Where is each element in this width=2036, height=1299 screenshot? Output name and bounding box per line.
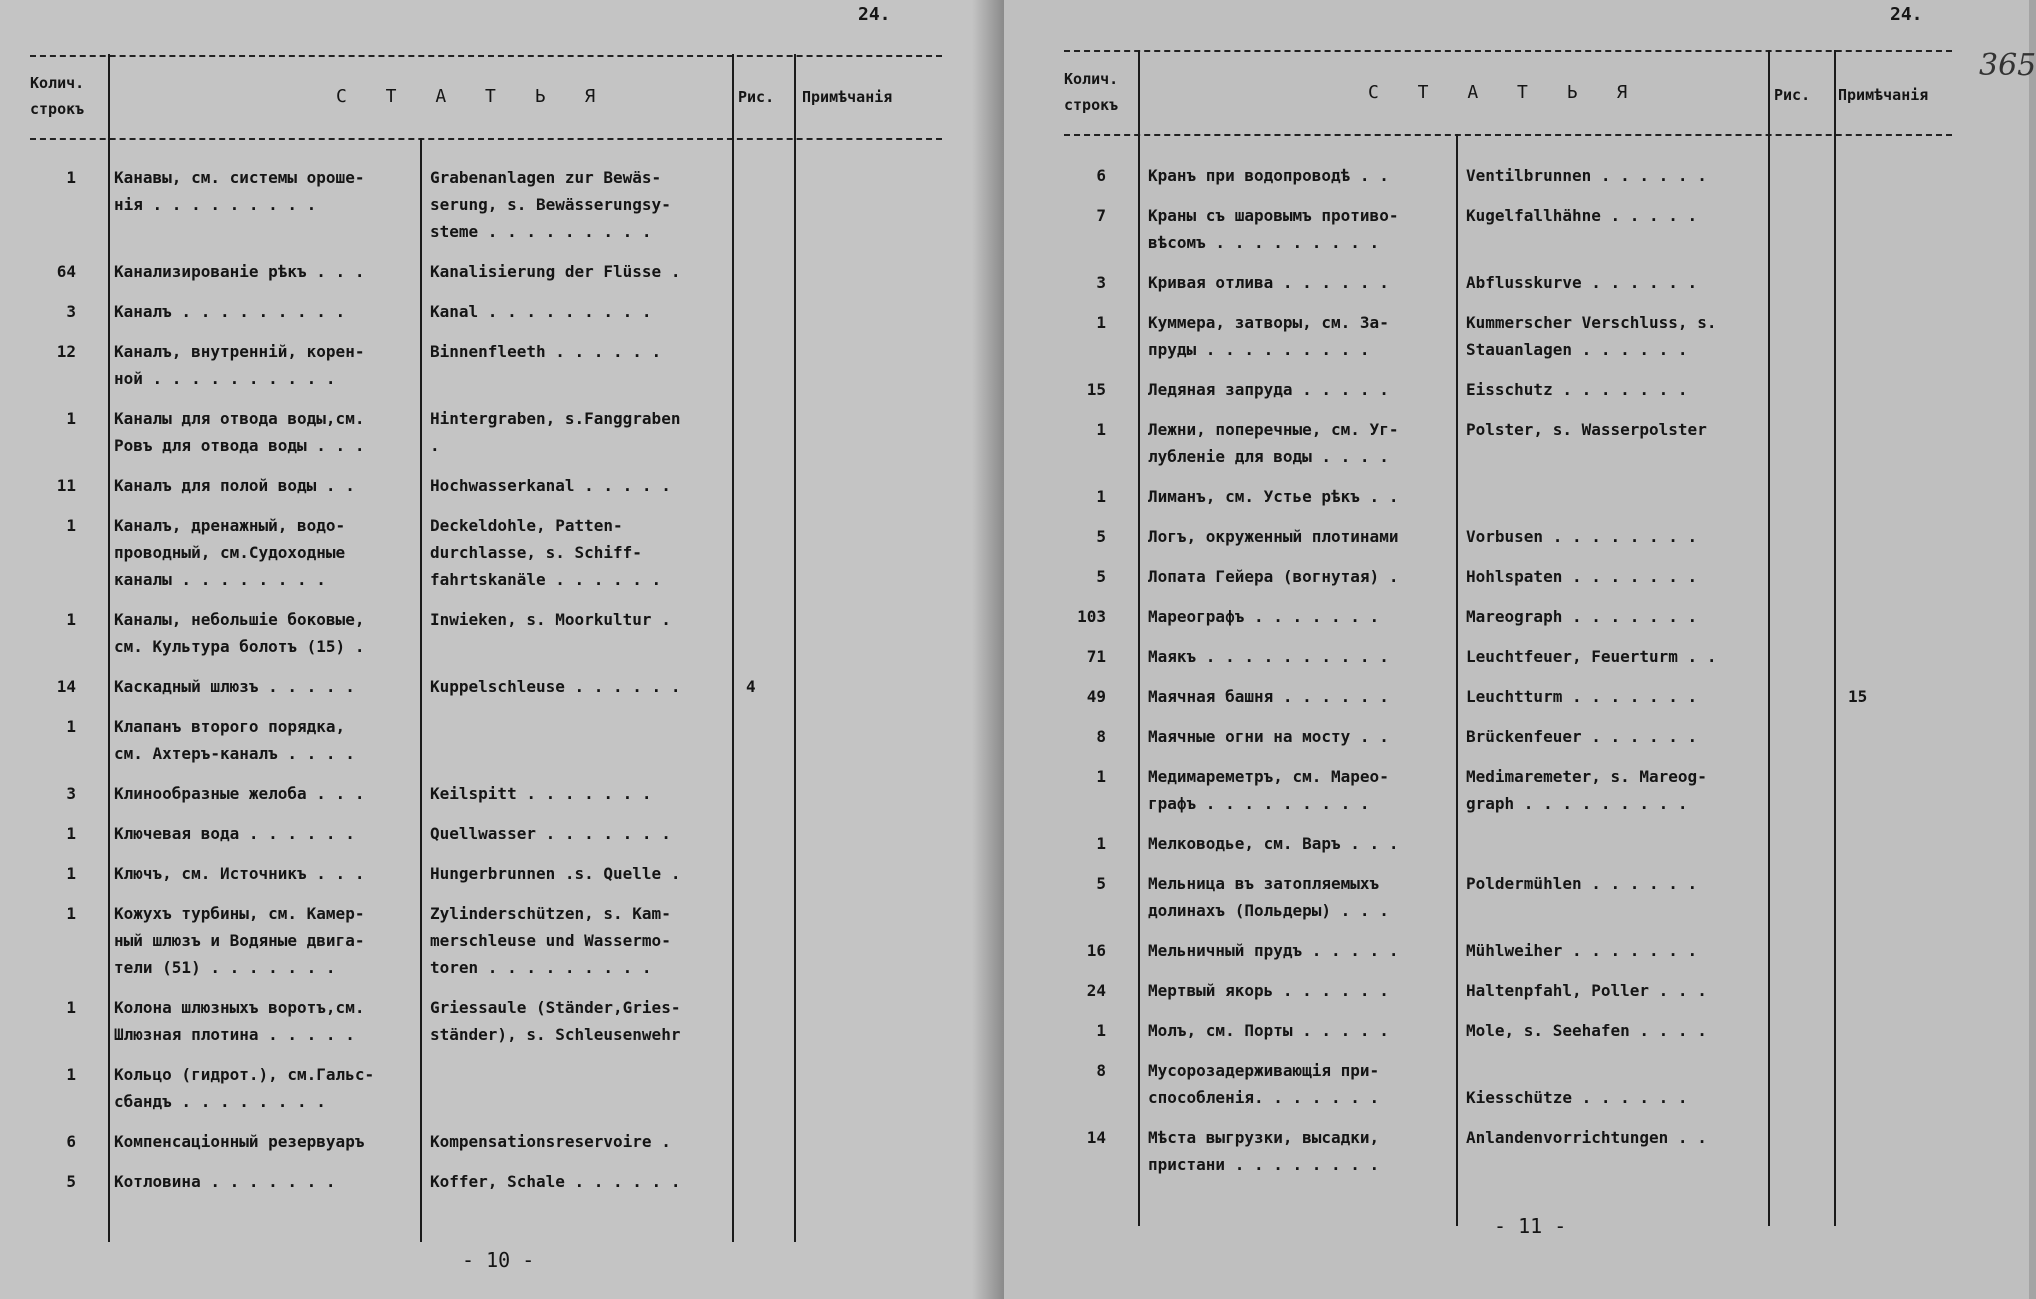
article-de-cell: Mole, s. Seehafen . . . . <box>1466 1021 1707 1040</box>
handwritten-archive-number: 365 <box>1979 48 2036 83</box>
article-de-cell: Polster, s. Wasserpolster <box>1466 420 1707 439</box>
article-ru-cell: Маячная башня . . . . . . <box>1148 687 1389 706</box>
page-bottom-number: - 11 - <box>1494 1214 1567 1238</box>
quantity-cell: 12 <box>56 342 76 361</box>
article-ru-cell: Каналъ . . . . . . . . . <box>114 302 346 321</box>
article-ru-cell: Компенсаціонный резервуаръ <box>114 1132 365 1151</box>
article-de-cell: Kanal . . . . . . . . . <box>430 302 652 321</box>
column-divider <box>1834 50 1836 1226</box>
column-divider <box>420 138 422 1242</box>
quantity-cell: 1 <box>1096 1021 1106 1040</box>
article-de-cell: Leuchtturm . . . . . . . <box>1466 687 1698 706</box>
article-de-cell: Griessaule (Ständer,Gries- ständer), s. Schleusenwehr <box>430 998 681 1044</box>
article-ru-cell: Лопата Гейера (вогнутая) . <box>1148 567 1399 586</box>
article-ru-cell: Клапанъ второго порядка, см. Ахтеръ-каналъ . . . . <box>114 717 355 763</box>
article-de-cell: Vorbusen . . . . . . . . <box>1466 527 1698 546</box>
article-ru-cell: Каналы, небольшіе боковые, см. Культура болотъ (15) . <box>114 610 365 656</box>
article-de-cell: Deckeldohle, Patten- durchlasse, s. Schiff- fahrtskanäle . . . . . . <box>430 516 662 589</box>
quantity-cell: 1 <box>1096 767 1106 786</box>
article-de-cell: Brückenfeuer . . . . . . <box>1466 727 1698 746</box>
article-ru-cell: Мелководье, см. Варъ . . . <box>1148 834 1399 853</box>
header-rule-bottom <box>30 138 942 140</box>
header-fig: Рис. <box>738 88 775 106</box>
header-rule-top <box>30 55 942 57</box>
article-ru-cell: Канализированіе рѣкъ . . . <box>114 262 365 281</box>
article-ru-cell: Мельничный прудъ . . . . . <box>1148 941 1399 960</box>
article-ru-cell: Мареографъ . . . . . . . <box>1148 607 1380 626</box>
quantity-cell: 1 <box>66 717 76 736</box>
quantity-cell: 15 <box>1086 380 1106 399</box>
header-notes: Примѣчанія <box>802 88 893 106</box>
article-ru-cell: Канавы, см. системы ороше- нія . . . . . . . . . <box>114 168 365 214</box>
quantity-cell: 1 <box>66 904 76 923</box>
quantity-cell: 7 <box>1096 206 1106 225</box>
article-ru-cell: Молъ, см. Порты . . . . . <box>1148 1021 1389 1040</box>
quantity-cell: 71 <box>1086 647 1106 666</box>
column-divider <box>1138 50 1140 1226</box>
quantity-cell: 1 <box>1096 420 1106 439</box>
note-cell: 15 <box>1848 687 1868 706</box>
quantity-cell: 1 <box>1096 834 1106 853</box>
article-ru-cell: Лиманъ, см. Устье рѣкъ . . <box>1148 487 1399 506</box>
article-ru-cell: Краны съ шаровымъ противо- вѣсомъ . . . . . . . . . <box>1148 206 1399 252</box>
article-ru-cell: Каналъ, дренажный, водо- проводный, см.Судоходные каналы . . . . . . . . <box>114 516 346 589</box>
quantity-cell: 1 <box>1096 487 1106 506</box>
article-de-cell: Hungerbrunnen .s. Quelle . <box>430 864 681 883</box>
article-de-cell: Zylinderschützen, s. Kam- merschleuse und Wassermo- toren . . . . . . . . . <box>430 904 671 977</box>
quantity-cell: 14 <box>56 677 76 696</box>
quantity-cell: 1 <box>66 864 76 883</box>
column-divider <box>1456 134 1458 1226</box>
header-article: С Т А Т Ь Я <box>1368 82 1642 103</box>
article-ru-cell: Котловина . . . . . . . <box>114 1172 336 1191</box>
article-de-cell: Kuppelschleuse . . . . . . <box>430 677 681 696</box>
column-divider <box>794 54 796 1242</box>
header-qty: Колич. строкъ <box>30 74 85 118</box>
article-de-cell: Mareograph . . . . . . . <box>1466 607 1698 626</box>
article-ru-cell: Каналы для отвода воды,см. Ровъ для отвода воды . . . <box>114 409 365 455</box>
quantity-cell: 1 <box>66 998 76 1017</box>
quantity-cell: 5 <box>66 1172 76 1191</box>
header-rule-top <box>1064 50 1952 52</box>
column-divider <box>1768 50 1770 1226</box>
article-de-cell: Keilspitt . . . . . . . <box>430 784 652 803</box>
article-ru-cell: Мѣста выгрузки, высадки, пристани . . . . . . . . <box>1148 1128 1380 1174</box>
quantity-cell: 1 <box>66 610 76 629</box>
article-ru-cell: Мельница въ затопляемыхъ долинахъ (Польдеры) . . . <box>1148 874 1389 920</box>
quantity-cell: 5 <box>1096 874 1106 893</box>
article-ru-cell: Маякъ . . . . . . . . . . <box>1148 647 1389 666</box>
article-de-cell: Hohlspaten . . . . . . . <box>1466 567 1698 586</box>
quantity-cell: 16 <box>1086 941 1106 960</box>
article-ru-cell: Мусорозадерживающія при- способленія. . . . . . . <box>1148 1061 1380 1107</box>
right-page <box>1004 0 2036 1299</box>
article-de-cell: Inwieken, s. Moorkultur . <box>430 610 671 629</box>
quantity-cell: 1 <box>66 824 76 843</box>
header-qty: Колич. строкъ <box>1064 70 1119 114</box>
article-de-cell: Leuchtfeuer, Feuerturm . . <box>1466 647 1717 666</box>
quantity-cell: 8 <box>1096 727 1106 746</box>
header-article: С Т А Т Ь Я <box>336 86 610 107</box>
article-de-cell: Binnenfleeth . . . . . . <box>430 342 662 361</box>
article-de-cell: Medimaremeter, s. Mareog- graph . . . . . . . . . <box>1466 767 1707 813</box>
header-notes: Примѣчанія <box>1838 86 1929 104</box>
article-ru-cell: Каналъ, внутренній, корен- ной . . . . . . . . . . <box>114 342 365 388</box>
quantity-cell: 103 <box>1077 607 1106 626</box>
article-ru-cell: Кожухъ турбины, см. Камер- ный шлюзъ и Водяные двига- тели (51) . . . . . . . <box>114 904 365 977</box>
article-ru-cell: Колона шлюзныхъ воротъ,см. Шлюзная плотина . . . . . <box>114 998 365 1044</box>
article-de-cell: Poldermühlen . . . . . . <box>1466 874 1698 893</box>
article-ru-cell: Клинообразные желоба . . . <box>114 784 365 803</box>
quantity-cell: 1 <box>66 516 76 535</box>
article-ru-cell: Маячные огни на мосту . . <box>1148 727 1389 746</box>
article-de-cell: Kummerscher Verschluss, s. Stauanlagen . . . . . . <box>1466 313 1717 359</box>
article-de-cell: Quellwasser . . . . . . . <box>430 824 671 843</box>
article-ru-cell: Лежни, поперечные, см. Уг- лубленіе для воды . . . . <box>1148 420 1399 466</box>
article-de-cell: Grabenanlagen zur Bewäs- serung, s. Bewässerungsy- steme . . . . . . . . . <box>430 168 671 241</box>
quantity-cell: 14 <box>1086 1128 1106 1147</box>
article-de-cell: Mühlweiher . . . . . . . <box>1466 941 1698 960</box>
quantity-cell: 1 <box>66 409 76 428</box>
article-ru-cell: Медимареметръ, см. Марео- графъ . . . . . . . . . <box>1148 767 1389 813</box>
quantity-cell: 6 <box>66 1132 76 1151</box>
page-top-number: 24. <box>1890 4 1923 25</box>
article-ru-cell: Кривая отлива . . . . . . <box>1148 273 1389 292</box>
article-ru-cell: Кранъ при водопроводѣ . . <box>1148 166 1389 185</box>
article-ru-cell: Кольцо (гидрот.), см.Гальс- сбандъ . . . . . . . . <box>114 1065 375 1111</box>
quantity-cell: 5 <box>1096 567 1106 586</box>
article-ru-cell: Куммера, затворы, см. За- пруды . . . . . . . . . <box>1148 313 1389 359</box>
quantity-cell: 8 <box>1096 1061 1106 1080</box>
article-de-cell: Koffer, Schale . . . . . . <box>430 1172 681 1191</box>
quantity-cell: 1 <box>66 1065 76 1084</box>
article-ru-cell: Ключевая вода . . . . . . <box>114 824 355 843</box>
quantity-cell: 64 <box>56 262 76 281</box>
article-ru-cell: Каналъ для полой воды . . <box>114 476 355 495</box>
article-de-cell: Hintergraben, s.Fanggraben . <box>430 409 681 455</box>
quantity-cell: 5 <box>1096 527 1106 546</box>
column-divider <box>108 54 110 1242</box>
article-de-cell: Kiesschütze . . . . . . <box>1466 1088 1688 1107</box>
article-ru-cell: Логъ, окруженный плотинами <box>1148 527 1399 546</box>
article-de-cell: Anlandenvorrichtungen . . <box>1466 1128 1707 1147</box>
article-ru-cell: Мертвый якорь . . . . . . <box>1148 981 1389 1000</box>
article-de-cell: Haltenpfahl, Poller . . . <box>1466 981 1707 1000</box>
article-de-cell: Ventilbrunnen . . . . . . <box>1466 166 1707 185</box>
quantity-cell: 3 <box>1096 273 1106 292</box>
article-de-cell: Kompensationsreservoire . <box>430 1132 671 1151</box>
article-ru-cell: Каскадный шлюзъ . . . . . <box>114 677 355 696</box>
page-top-number: 24. <box>858 4 891 25</box>
quantity-cell: 11 <box>56 476 76 495</box>
article-de-cell: Eisschutz . . . . . . . <box>1466 380 1688 399</box>
figure-cell: 4 <box>746 677 756 696</box>
article-de-cell: Kugelfallhähne . . . . . <box>1466 206 1698 225</box>
article-de-cell: Hochwasserkanal . . . . . <box>430 476 671 495</box>
article-ru-cell: Ключъ, см. Источникъ . . . <box>114 864 365 883</box>
page-bottom-number: - 10 - <box>462 1248 535 1272</box>
quantity-cell: 1 <box>66 168 76 187</box>
left-page <box>0 0 1002 1299</box>
header-fig: Рис. <box>1774 86 1811 104</box>
article-ru-cell: Ледяная запруда . . . . . <box>1148 380 1389 399</box>
quantity-cell: 1 <box>1096 313 1106 332</box>
header-rule-bottom <box>1064 134 1952 136</box>
quantity-cell: 6 <box>1096 166 1106 185</box>
article-de-cell: Kanalisierung der Flüsse . <box>430 262 681 281</box>
quantity-cell: 24 <box>1086 981 1106 1000</box>
quantity-cell: 3 <box>66 784 76 803</box>
column-divider <box>732 54 734 1242</box>
quantity-cell: 3 <box>66 302 76 321</box>
article-de-cell: Abflusskurve . . . . . . <box>1466 273 1698 292</box>
quantity-cell: 49 <box>1086 687 1106 706</box>
